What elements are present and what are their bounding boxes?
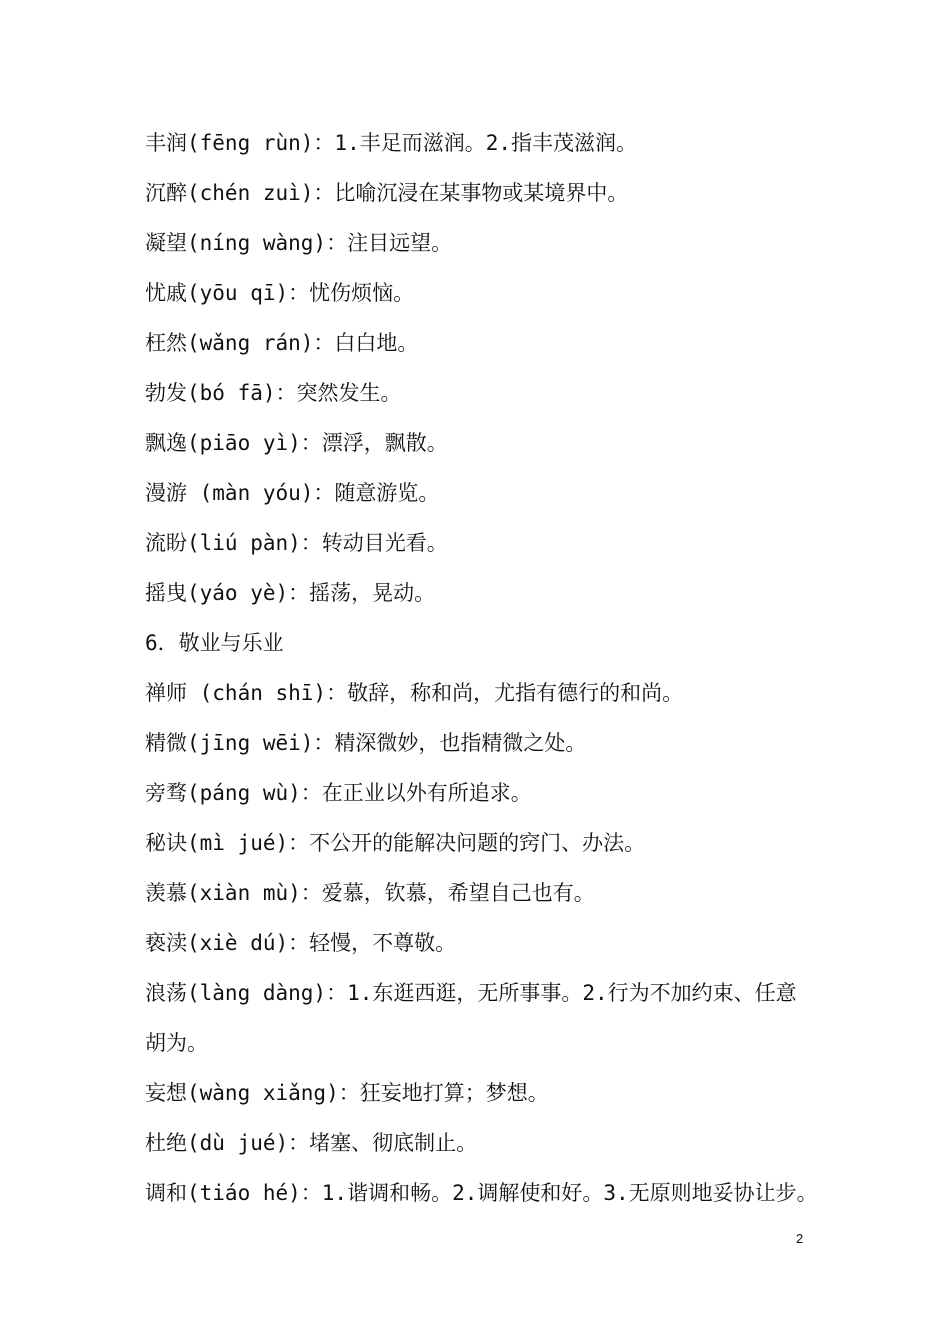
- text-line: 亵渎(xiè dú)：轻慢，不尊敬。: [145, 931, 457, 955]
- text-line: 杜绝(dù jué)：堵塞、彻底制止。: [145, 1131, 478, 1155]
- text-line: 勃发(bó fā)：突然发生。: [145, 381, 402, 405]
- text-line: 飘逸(piāo yì)：漂浮，飘散。: [145, 431, 448, 455]
- text-line: 浪荡(làng dàng)：1.东逛西逛，无所事事。2.行为不加约束、任意: [145, 981, 797, 1005]
- text-line: 精微(jīng wēi)：精深微妙，也指精微之处。: [145, 731, 587, 755]
- text-line: 丰润(fēng rùn)：1.丰足而滋润。2.指丰茂滋润。: [145, 131, 638, 155]
- page-number: 2: [796, 1231, 804, 1246]
- text-line: 凝望(níng wàng)：注目远望。: [145, 231, 453, 255]
- text-line: 沉醉(chén zuì)：比喻沉浸在某事物或某境界中。: [145, 181, 629, 205]
- text-line: 胡为。: [145, 1031, 208, 1055]
- text-line: 羡慕(xiàn mù)：爱慕，钦慕，希望自己也有。: [145, 881, 595, 905]
- text-line: 流盼(liú pàn)：转动目光看。: [145, 531, 448, 555]
- section-heading: 6．敬业与乐业: [145, 631, 284, 655]
- text-line: 漫游 (màn yóu)：随意游览。: [145, 481, 440, 505]
- text-line: 禅师 (chán shī)：敬辞，称和尚，尤指有德行的和尚。: [145, 681, 684, 705]
- text-line: 调和(tiáo hé)：1.谐调和畅。2.调解使和好。3.无原则地妥协让步。: [145, 1181, 818, 1205]
- text-line: 枉然(wǎng rán)：白白地。: [145, 331, 419, 355]
- text-body: [145, 118, 825, 1218]
- text-line: 秘诀(mì jué)：不公开的能解决问题的窍门、办法。: [145, 831, 646, 855]
- text-line: 忧戚(yōu qī)：忧伤烦恼。: [145, 281, 415, 305]
- text-line: 旁骛(páng wù)：在正业以外有所追求。: [145, 781, 532, 805]
- text-line: 摇曳(yáo yè)：摇荡，晃动。: [145, 581, 436, 605]
- text-line: 妄想(wàng xiǎng)：狂妄地打算；梦想。: [145, 1081, 549, 1105]
